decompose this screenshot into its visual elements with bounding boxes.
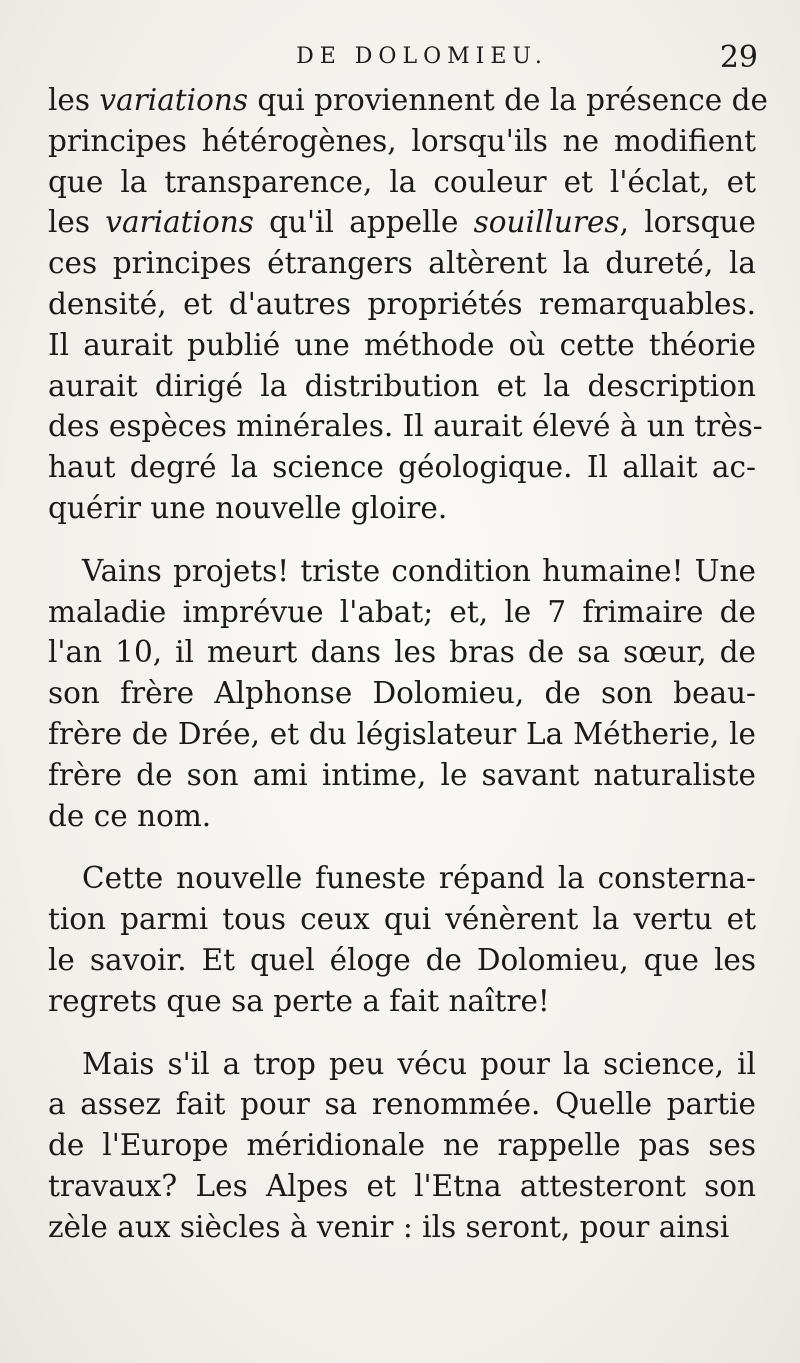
text-line	[48, 714, 756, 755]
text-line	[48, 447, 756, 488]
text-line	[48, 325, 756, 366]
text-line	[48, 899, 756, 940]
text-segment: , lorsque	[619, 205, 756, 240]
paragraph-gap	[48, 529, 756, 551]
text-segment: densité, et d'autres propriétés remarquables.	[48, 286, 756, 321]
text-line	[48, 243, 756, 284]
text-segment: qu'il appelle	[253, 205, 474, 240]
text-line	[48, 488, 756, 529]
text-line	[48, 1084, 756, 1125]
text-line	[48, 592, 756, 633]
text-segment: regrets que sa perte a fait naître!	[48, 983, 550, 1018]
text-segment: le savoir. Et quel éloge de Dolomieu, que les	[48, 942, 756, 977]
text-segment: que la transparence, la couleur et l'éclat, et	[48, 164, 756, 199]
page-number: 29	[719, 40, 758, 75]
italic-term: variations	[99, 83, 248, 117]
text-segment: Mais s'il a trop peu vécu pour la science, il	[82, 1046, 756, 1081]
text-line	[48, 202, 756, 243]
text-line	[48, 551, 756, 592]
text-segment: haut degré la science géologique. Il allait ac-	[48, 450, 756, 485]
italic-term: variations	[105, 205, 254, 240]
text-line	[48, 1207, 756, 1248]
text-segment: son frère Alphonse Dolomieu, de son beau-	[48, 676, 756, 711]
text-segment: maladie imprévue l'abat; et, le 7 frimaire de	[48, 594, 756, 629]
text-segment: travaux? Les Alpes et l'Etna attesteront son	[48, 1168, 756, 1203]
text-line	[48, 673, 756, 714]
text-segment: zèle aux siècles à venir : ils seront, pour ainsi	[48, 1209, 730, 1244]
text-line	[48, 796, 756, 837]
paragraph	[48, 1044, 756, 1248]
text-line	[48, 1166, 756, 1207]
text-segment: aurait dirigé la distribution et la description	[48, 368, 756, 403]
text-segment: de ce nom.	[48, 798, 212, 833]
running-head	[48, 40, 766, 76]
text-line	[48, 366, 756, 407]
text-line	[48, 80, 768, 121]
text-line	[48, 981, 756, 1022]
text-line	[48, 940, 756, 981]
text-segment: des espèces minérales. Il aurait élevé à un très-	[48, 409, 763, 444]
paragraph	[48, 858, 756, 1021]
text-line	[48, 121, 756, 162]
text-line	[48, 1044, 756, 1085]
text-segment: tion parmi tous ceux qui vénèrent la vertu et	[48, 902, 756, 937]
text-line	[48, 162, 756, 203]
text-line	[48, 284, 756, 325]
running-title: DE DOLOMIEU.	[296, 44, 548, 69]
text-segment: les	[48, 83, 100, 117]
paragraph	[48, 551, 756, 837]
italic-term: souillures	[473, 205, 620, 240]
text-segment: l'an 10, il meurt dans les bras de sa sœur, de	[48, 635, 756, 670]
text-segment: a assez fait pour sa renommée. Quelle partie	[48, 1087, 756, 1122]
text-segment: frère de son ami intime, le savant naturaliste	[48, 757, 756, 792]
text-segment: ces principes étrangers altèrent la dureté, la	[48, 246, 756, 281]
text-segment: de l'Europe méridionale ne rappelle pas ses	[48, 1128, 756, 1163]
text-segment: Cette nouvelle funeste répand la consterna-	[82, 861, 756, 896]
text-segment: frère de Drée, et du législateur La Métherie, le	[48, 716, 756, 751]
paragraph-gap	[48, 1022, 756, 1044]
text-segment: Vains projets! triste condition humaine! Une	[82, 553, 756, 588]
text-line	[48, 858, 756, 899]
text-segment: les	[48, 205, 106, 240]
text-segment: principes hétérogènes, lorsqu'ils ne modifient	[48, 123, 756, 158]
body-text	[48, 80, 768, 1248]
paragraph	[48, 80, 768, 529]
paragraph-gap	[48, 836, 756, 858]
text-line	[48, 1125, 756, 1166]
text-segment: quérir une nouvelle gloire.	[48, 490, 448, 525]
text-line	[48, 755, 756, 796]
text-segment: qui proviennent de la présence de	[248, 83, 768, 117]
text-segment: Il aurait publié une méthode où cette théorie	[48, 327, 756, 362]
text-line	[48, 632, 756, 673]
text-line	[48, 406, 763, 447]
